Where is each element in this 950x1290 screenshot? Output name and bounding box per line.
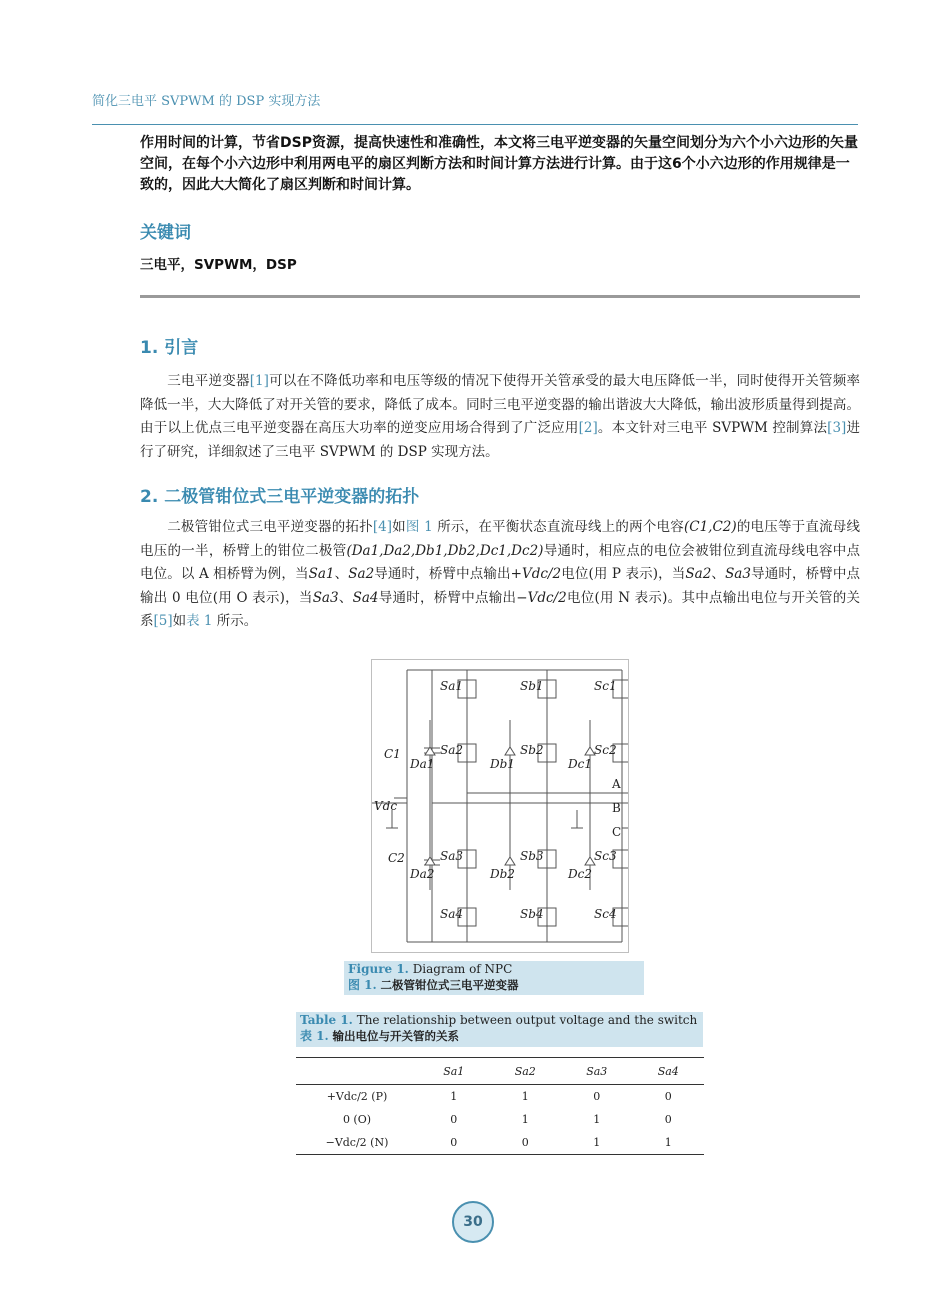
diode-db1-glyph [505, 747, 515, 755]
citation-5[interactable]: [5] [153, 613, 173, 629]
label-sb3: Sb3 [520, 849, 544, 863]
table-header-cell: Sa3 [561, 1058, 633, 1085]
section-2-paragraph: 二极管钳位式三电平逆变器的拓扑[4]如图 1 所示，在平衡状态直流母线上的两个电容(C1,C2)的电压等于直流母线电压的一半，桥臂上的钳位二极管(Da1,Da2,Db1,Db2,Dc1,Dc2)导通时，相应点的电位会被钳位到直流母线电容中点电位。以 A 相桥臂为例，当Sa1、Sa2导通时，桥臂中点输出+Vdc/2电位(用 P 表示)，当Sa2、Sa3导通时，桥臂中点输出 0 电位(用 O 表示)，当Sa3、Sa4导通时，桥臂中点输出−Vdc/2电位(用 N 表示)。其中点输出电位与开关管的关系[5]如表 1 所示。 [140, 519, 861, 629]
label-db1: Db1 [490, 757, 515, 771]
table-header-cell [296, 1058, 418, 1085]
label-db2: Db2 [490, 867, 515, 881]
figure-1-diagram [371, 659, 629, 953]
table-header-row [296, 1058, 704, 1085]
citation-4[interactable]: [4] [372, 519, 392, 535]
keywords-text: 三电平，SVPWM，DSP [140, 257, 297, 273]
figure-1-caption [344, 961, 644, 995]
section-2-heading: 2. 二极管钳位式三电平逆变器的拓扑 [140, 487, 420, 507]
label-sb2: Sb2 [520, 743, 544, 757]
table-header-cell: Sa1 [418, 1058, 490, 1085]
label-sc2: Sc2 [594, 743, 617, 757]
label-c1: C1 [384, 747, 401, 761]
table-cell: −Vdc/2 (N) [296, 1131, 418, 1155]
label-c2: C2 [388, 851, 405, 865]
table-cell: 0 [490, 1131, 562, 1155]
label-sb4: Sb4 [520, 907, 544, 921]
table-cell: 0 [593, 1090, 601, 1103]
label-output-a: A [612, 777, 621, 791]
table-1 [296, 1057, 704, 1155]
table-cell: 1 [633, 1131, 705, 1155]
figure-caption-label-en: Figure 1. [348, 962, 409, 976]
table-cell: 0 [418, 1131, 490, 1155]
section-1-paragraph: 三电平逆变器[1]可以在不降低功率和电压等级的情况下使得开关管承受的最大电压降低一半，同时使得开关管频率降低一半，大大降低了对开关管的要求，降低了成本。同时三电平逆变器的输出谐波大大降低，输出波形质量得到提高。由于以上优点三电平逆变器在高压大功率的逆变应用场合得到了广泛应用[2]。本文针对三电平 SVPWM 控制算法[3]进行了研究，详细叙述了三电平 SVPWM 的 DSP 实现方法。 [140, 373, 861, 460]
table-cell: 1 [561, 1131, 633, 1155]
label-sb1: Sb1 [520, 679, 544, 693]
label-sc3: Sc3 [594, 849, 617, 863]
figure-1-link[interactable]: 图 1 [405, 519, 433, 535]
figure-caption-cn: 二极管钳位式三电平逆变器 [380, 978, 519, 992]
label-sc4: Sc4 [594, 907, 617, 921]
diode-da2-glyph [425, 857, 435, 865]
label-output-c: C [612, 825, 622, 839]
table-cell: 1 [450, 1090, 458, 1103]
label-sa4: Sa4 [440, 907, 464, 921]
table-cell: 1 [521, 1113, 529, 1126]
header-rule [92, 124, 858, 125]
table-1-link[interactable]: 表 1 [186, 613, 213, 629]
table-caption-label-en: Table 1. [300, 1013, 353, 1027]
figure-caption-label-cn: 图 1. [348, 978, 377, 992]
diode-db2-glyph [505, 857, 515, 865]
section-divider [140, 295, 860, 298]
label-dc2: Dc2 [568, 867, 592, 881]
page-number: 30 [452, 1201, 494, 1243]
table-cell: 0 [664, 1090, 672, 1103]
figure-caption-en: Diagram of NPC [412, 962, 513, 976]
table-cell: 0 [450, 1113, 458, 1126]
label-sa3: Sa3 [440, 849, 464, 863]
label-output-b: B [612, 801, 621, 815]
abstract-continuation: 作用时间的计算，节省DSP资源，提高快速性和准确性，本文将三电平逆变器的矢量空间划分为六个小六边形的矢量空间，在每个小六边形中利用两电平的扇区判断方法和时间计算方法进行计算。由于这6个小六边形的作用规律是一致的，因此大大简化了扇区判断和时间计算。 [140, 135, 858, 193]
label-vdc: Vdc [374, 799, 398, 813]
table-row [296, 1131, 704, 1155]
label-dc1: Dc1 [568, 757, 592, 771]
citation-3[interactable]: [3] [827, 420, 847, 436]
running-header: 简化三电平 SVPWM 的 DSP 实现方法 [92, 94, 321, 109]
section-1-heading: 1. 引言 [140, 338, 199, 358]
label-da2: Da2 [410, 867, 435, 881]
citation-1[interactable]: [1] [249, 373, 269, 389]
table-cell: 1 [521, 1090, 529, 1103]
keywords-heading: 关键词 [140, 223, 191, 243]
table-cell: 0 (O) [342, 1113, 372, 1126]
table-row [296, 1108, 704, 1131]
label-da1: Da1 [410, 757, 435, 771]
table-caption-cn: 输出电位与开关管的关系 [332, 1029, 460, 1043]
table-cell: 0 [664, 1113, 672, 1126]
label-sa1: Sa1 [440, 679, 464, 693]
table-caption-en: The relationship between output voltage and the switch [356, 1013, 698, 1027]
table-caption-label-cn: 表 1. [300, 1029, 329, 1043]
label-sc1: Sc1 [594, 679, 617, 693]
table-cell: 1 [593, 1113, 601, 1126]
table-1-caption [296, 1012, 703, 1047]
table-header-cell: Sa2 [490, 1058, 562, 1085]
table-header-cell: Sa4 [633, 1058, 705, 1085]
npc-circuit-svg [372, 660, 628, 952]
table-cell: +Vdc/2 (P) [326, 1090, 388, 1103]
citation-2[interactable]: [2] [578, 420, 598, 436]
table-row [296, 1085, 704, 1109]
label-sa2: Sa2 [440, 743, 464, 757]
